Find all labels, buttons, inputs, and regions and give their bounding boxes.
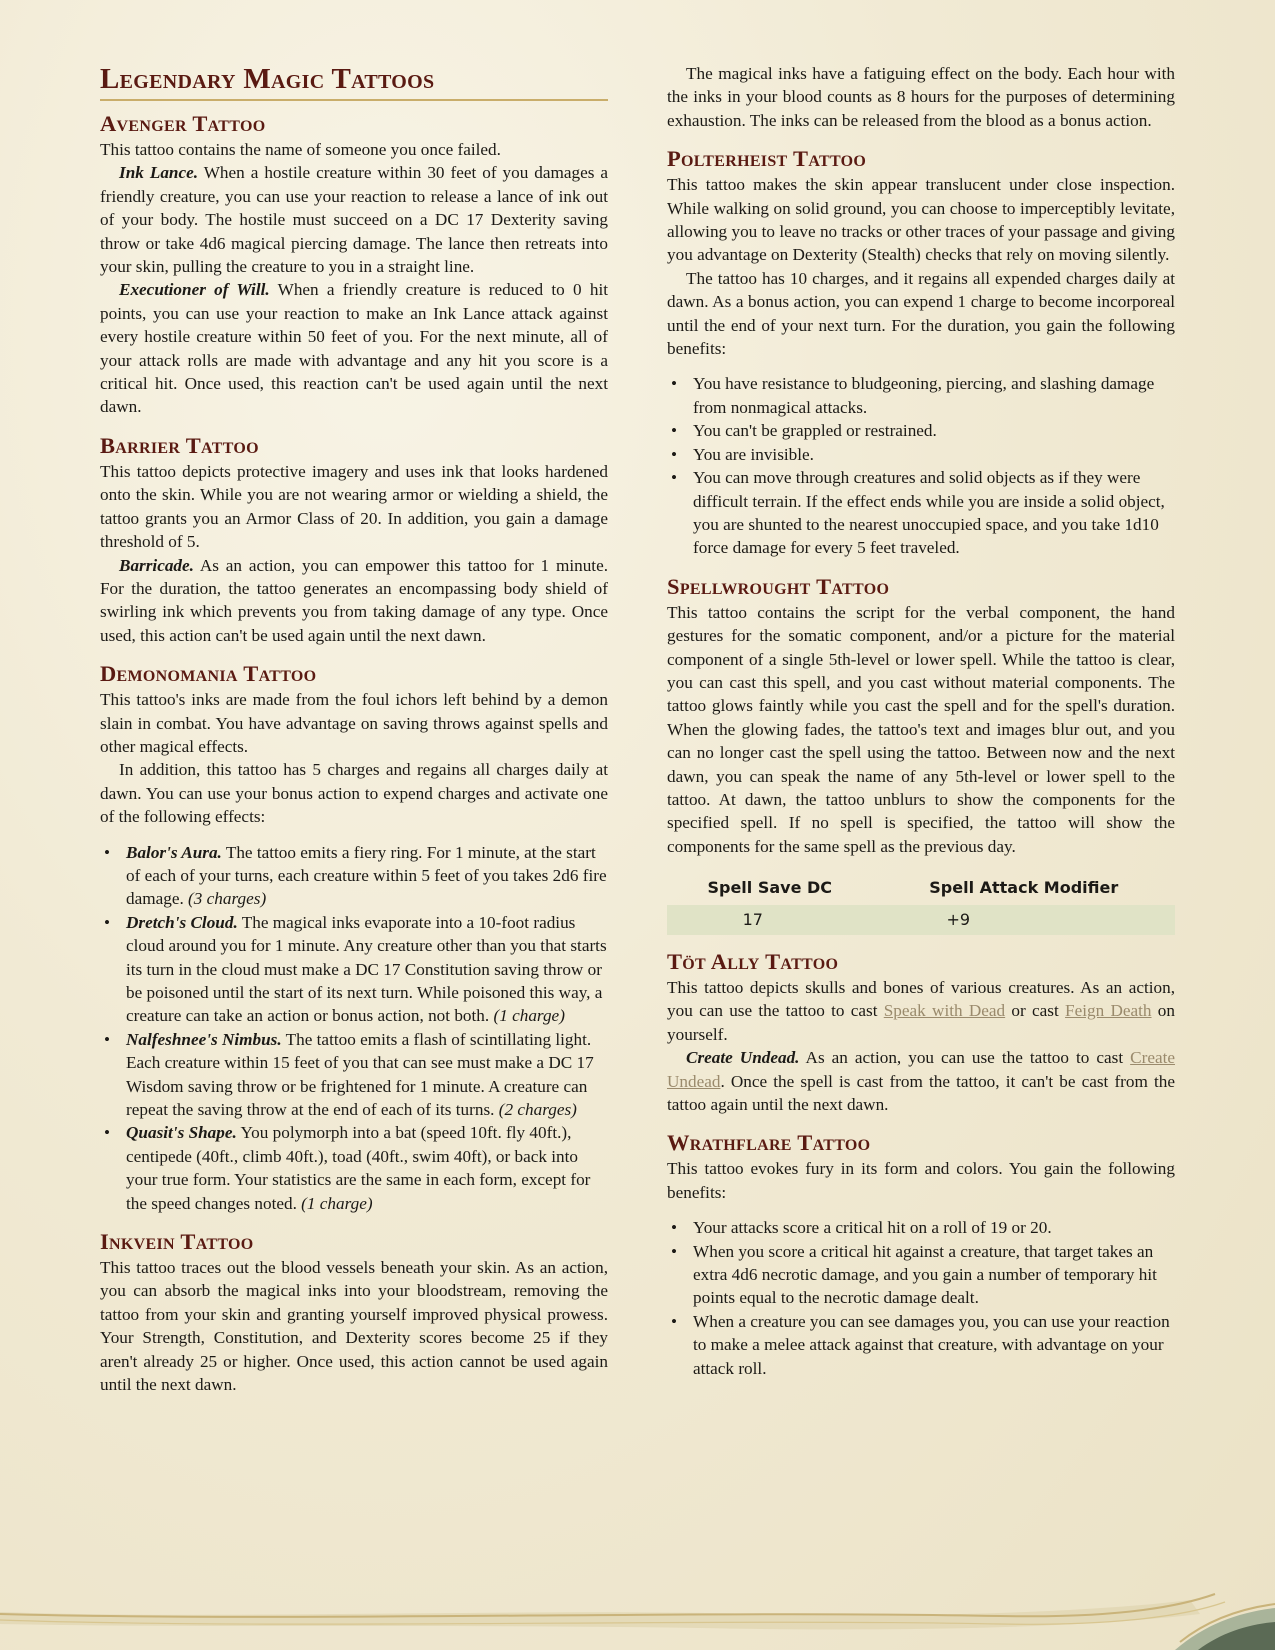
executioner-paragraph	[100, 278, 608, 418]
list-item: • You can move through creatures and solid objects as if they were difficult terrain. If the effect ends while you are inside a solid object, you are shunted to the nearest unoccupied space, and you take 1d10 force damage for every 5 feet traveled.	[693, 466, 1175, 560]
wrathflare-intro: This tattoo evokes fury in its form and colors. You gain the following benefits:	[667, 1159, 1175, 1202]
demonomania-effects-list	[100, 841, 608, 1216]
spellwrought-heading: Spellwrought Tattoo	[667, 573, 890, 599]
right-column	[667, 62, 1175, 1380]
executioner-name: Executioner of Will.	[119, 280, 270, 300]
ink-lance-paragraph	[100, 161, 608, 278]
demonomania-charges: In addition, this tattoo has 5 charges and regains all charges daily at dawn. You can use your bonus action to expend charges and activate one of the following effects:	[100, 760, 608, 827]
ink-lance-text: When a hostile creature within 30 feet of you damages a friendly creature, you can use your reaction to release a lance of ink out of your body. The hostile must succeed on a DC 17 Dexterity saving throw or take 4d6 magical piercing damage. The lance then retreats into your skin, pulling the creature to you in a straight line.	[100, 163, 609, 277]
polterheist-charges: The tattoo has 10 charges, and it regains all expended charges daily at dawn. As a bonus action, you can expend 1 charge to become incorporeal until the end of your next turn. For the duration, you gain the following benefits:	[667, 268, 1175, 359]
create-undead-link[interactable]: Create Undead	[667, 1048, 1175, 1091]
spell-stats-table	[667, 872, 1175, 935]
effect-cost: (1 charge)	[493, 1006, 565, 1026]
effect-text: The tattoo emits a fiery ring. For 1 minute, at the start of each of your turns, each creature within 5 feet of you takes 2d6 fire damage.	[126, 842, 607, 909]
inkvein-heading: Inkvein Tattoo	[100, 1229, 254, 1255]
spell-attack-modifier-header: Spell Attack Modifier	[929, 878, 1119, 898]
effect-name: Balor's Aura.	[126, 842, 222, 862]
spell-attack-modifier-value: +9	[873, 905, 1176, 935]
effect-cost: (3 charges)	[188, 889, 267, 909]
tot-ally-intro	[667, 976, 1175, 1046]
create-undead-text: . Once the spell is cast from the tattoo, it can't be cast from the tattoo again until the next dawn.	[667, 1071, 1175, 1115]
inkvein-intro: This tattoo traces out the blood vessels beneath your skin. As an action, you can absorb the magical inks into your bloodstream, removing the tattoo from your skin and granting yourself improved physical prowess. Your Strength, Constitution, and Dexterity scores become 25 if they aren't already 25 or higher. Once used, this action cannot be used again until the next dawn.	[100, 1258, 608, 1395]
barricade-paragraph	[100, 554, 608, 648]
list-item: • Your attacks score a critical hit on a roll of 19 or 20.	[693, 1216, 1175, 1239]
list-item: • You are invisible.	[693, 443, 1175, 466]
avenger-intro: This tattoo contains the name of someone you once failed.	[100, 140, 501, 159]
effect-name: Quasit's Shape.	[126, 1123, 237, 1143]
polterheist-intro: This tattoo makes the skin appear translucent under close inspection. While walking on solid ground, you can choose to imperceptibly levitate, allowing you to leave no tracks or other traces of your passage and giving you advantage on Dexterity (Stealth) checks that rely on moving silently.	[667, 175, 1175, 265]
create-undead-paragraph	[667, 1046, 1175, 1116]
effect-cost: (2 charges)	[498, 1100, 577, 1120]
list-item	[126, 841, 608, 911]
list-item: • You have resistance to bludgeoning, piercing, and slashing damage from nonmagical attacks.	[693, 372, 1175, 419]
footer-ornament	[0, 1554, 1275, 1650]
barrier-heading: Barrier Tattoo	[100, 432, 259, 458]
avenger-heading: Avenger Tattoo	[100, 111, 266, 136]
effect-text: The magical inks evaporate into a 10-foot radius cloud around you for 1 minute. Any creature other than you that starts its turn in the cloud must make a DC 17 Constitution saving throw or be poisoned until the start of its next turn. While poisoned this way, a creature can take an action or bonus action, not both.	[126, 912, 607, 1026]
page-title: Legendary Magic Tattoos	[100, 62, 608, 101]
tot-ally-heading: Töt Ally Tattoo	[667, 949, 839, 974]
list-item: • You can't be grappled or restrained.	[693, 419, 1175, 442]
tot-intro-text: This tattoo depicts skulls and bones of various creatures. As an action, you can use the tattoo to cast	[667, 978, 1175, 1021]
barricade-text: As an action, you can empower this tattoo for 1 minute. For the duration, the tattoo generates an encompassing body shield of swirling ink which prevents you from taking damage of any type. Once used, this action can't be used again until the next dawn.	[100, 555, 608, 645]
tot-intro-text: on yourself.	[667, 1001, 1175, 1044]
table-header-row	[667, 872, 1175, 904]
wrathflare-benefits-list	[667, 1216, 1175, 1380]
polterheist-heading: Polterheist Tattoo	[667, 146, 867, 172]
list-item	[126, 911, 608, 1028]
feign-death-link[interactable]: Feign Death	[1065, 1001, 1152, 1021]
demonomania-intro: This tattoo's inks are made from the foul ichors left behind by a demon slain in combat. You have advantage on saving throws against spells and other magical effects.	[100, 690, 608, 756]
barrier-intro: This tattoo depicts protective imagery and uses ink that looks hardened onto the skin. While you are not wearing armor or wielding a shield, the tattoo grants you an Armor Class of 20. In addition, you gain a damage threshold of 5.	[100, 461, 608, 552]
barricade-name: Barricade.	[119, 555, 194, 575]
effect-text: You polymorph into a bat (speed 10ft. fly 40ft.), centipede (40ft., climb 40ft.), toad (40ft., swim 40ft), or back into your true form. Your statistics are the same in each form, except for the speed changes noted.	[126, 1123, 591, 1213]
left-column	[100, 62, 608, 1397]
spellwrought-intro: This tattoo contains the script for the verbal component, the hand gestures for the somatic component, and/or a picture for the material component of a single 5th-level or lower spell. While the tattoo is clear, you can cast this spell, and you cast without material components. The tattoo glows faintly while you cast the spell and for the spell's duration. When the glowing fades, the tattoo's text and images blur out, and you can no longer cast the spell using the tattoo. Between now and the next dawn, you can speak the name of any 5th-level or lower spell to the tattoo. At dawn, the tattoo unblurs to show the components for the specified spell. If no spell is specified, the tattoo will show the components for the same spell as the previous day.	[667, 602, 1175, 856]
polterheist-benefits-list	[667, 372, 1175, 559]
create-undead-text: As an action, you can use the tattoo to cast	[799, 1048, 1131, 1068]
speak-with-dead-link[interactable]: Speak with Dead	[883, 1001, 1006, 1021]
spell-save-dc-value: 17	[667, 905, 873, 935]
tot-intro-text: or cast	[1005, 1001, 1066, 1021]
demonomania-heading: Demonomania Tattoo	[100, 661, 317, 687]
table-row	[667, 905, 1175, 935]
list-item	[126, 1028, 608, 1122]
list-item: • When you score a critical hit against a creature, that target takes an extra 4d6 necrotic damage, and you gain a number of temporary hit points equal to the necrotic damage dealt.	[693, 1240, 1175, 1310]
effect-cost: (1 charge)	[301, 1193, 373, 1213]
list-item	[126, 1121, 608, 1215]
spell-save-dc-header: Spell Save DC	[707, 878, 833, 898]
wrathflare-heading: Wrathflare Tattoo	[667, 1130, 871, 1156]
effect-name: Dretch's Cloud.	[126, 912, 238, 932]
list-item: • When a creature you can see damages you, you can use your reaction to make a melee attack against that creature, with advantage on your attack roll.	[693, 1310, 1175, 1380]
ink-lance-name: Ink Lance.	[119, 163, 199, 183]
executioner-text: When a friendly creature is reduced to 0 hit points, you can use your reaction to make an Ink Lance attack against every hostile creature within 50 feet of you. For the next minute, all of your attack rolls are made with advantage and any hit you score is a critical hit. Once used, this reaction can't be used again until the next dawn.	[100, 280, 608, 417]
effect-name: Nalfeshnee's Nimbus.	[126, 1029, 282, 1049]
create-undead-name: Create Undead.	[686, 1048, 800, 1068]
inkvein-continued: The magical inks have a fatiguing effect on the body. Each hour with the inks in your blood counts as 8 hours for the purposes of determining exhaustion. The inks can be released from the blood as a bonus action.	[667, 64, 1175, 130]
effect-text: The tattoo emits a flash of scintillating light. Each creature within 15 feet of you that can see must make a DC 17 Wisdom saving throw or be frightened for 1 minute. A creature can repeat the saving throw at the end of each of its turns.	[126, 1029, 594, 1120]
